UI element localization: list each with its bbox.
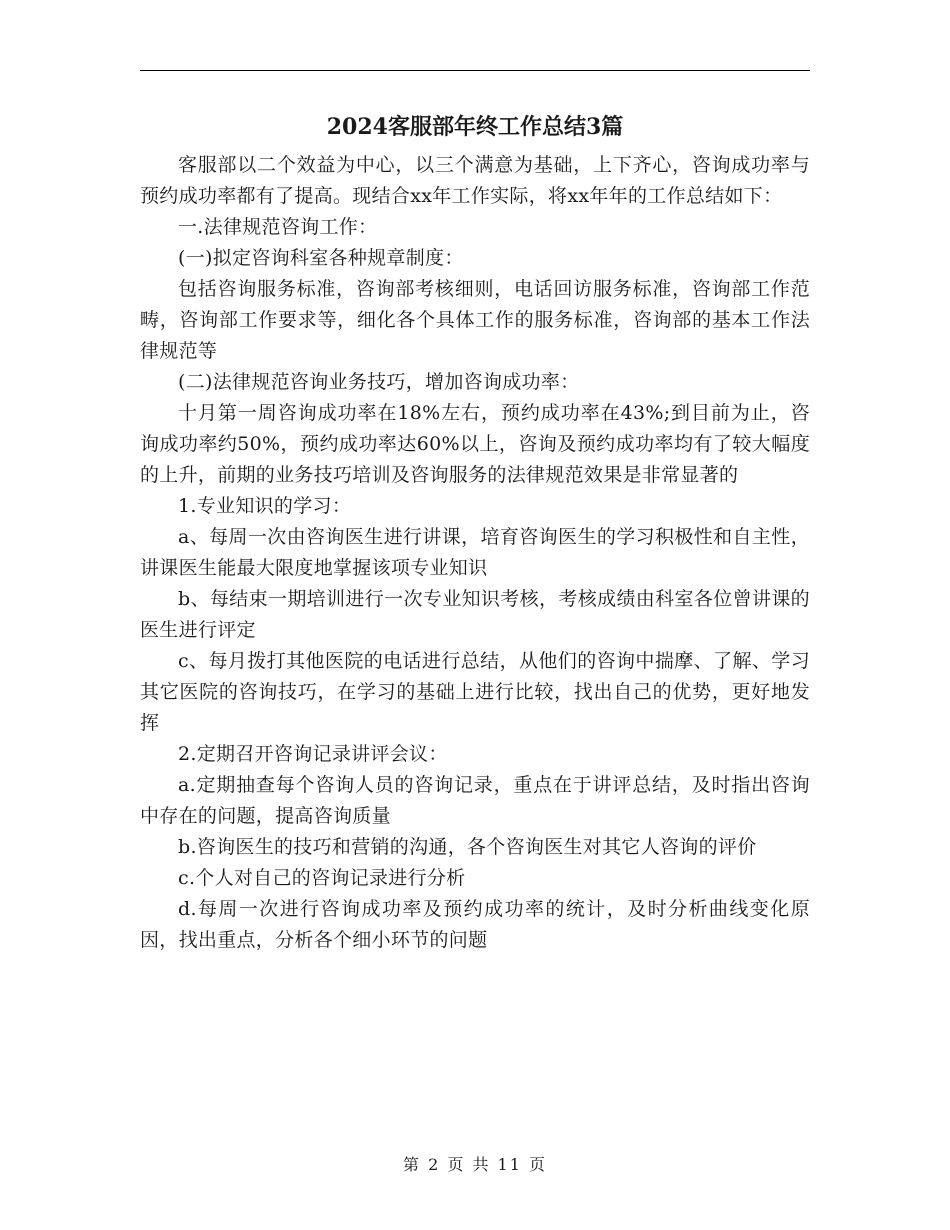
paragraph-intro: 客服部以二个效益为中心，以三个满意为基础，上下齐心，咨询成功率与预约成功率都有了提高。现结合xx年工作实际，将xx年年的工作总结如下： <box>140 154 810 207</box>
document-body <box>140 150 810 956</box>
subsection-heading-2: (二)法律规范咨询业务技巧，增加咨询成功率： <box>178 371 580 393</box>
item-heading-1: 1.专业知识的学习： <box>178 495 352 517</box>
subsection-heading-1: (一)拟定咨询科室各种规章制度： <box>178 247 464 269</box>
paragraph: 十月第一周咨询成功率在18%左右，预约成功率在43%;到目前为止，咨询成功率约50%，预约成功率达60%以上，咨询及预约成功率均有了较大幅度的上升，前期的业务技巧培训及咨询服务的法律规范效果是非常显著的 <box>140 402 810 486</box>
item-heading-2: 2.定期召开咨询记录讲评会议： <box>178 743 448 765</box>
paragraph: 包括咨询服务标准，咨询部考核细则，电话回访服务标准，咨询部工作范畴，咨询部工作要求等，细化各个具体工作的服务标准，咨询部的基本工作法律规范等 <box>140 278 810 362</box>
list-item: d.每周一次进行咨询成功率及预约成功率的统计，及时分析曲线变化原因，找出重点，分析各个细小环节的问题 <box>140 898 810 951</box>
list-item: a.定期抽查每个咨询人员的咨询记录，重点在于讲评总结，及时指出咨询中存在的问题，提高咨询质量 <box>140 774 810 827</box>
header-rule <box>140 70 810 71</box>
list-item: b、每结束一期培训进行一次专业知识考核，考核成绩由科室各位曾讲课的医生进行评定 <box>140 588 810 641</box>
list-item: c.个人对自己的咨询记录进行分析 <box>178 867 466 889</box>
list-item: a、每周一次由咨询医生进行讲课，培育咨询医生的学习积极性和自主性，讲课医生能最大限度地掌握该项专业知识 <box>140 526 810 579</box>
list-item: b.咨询医生的技巧和营销的沟通，各个咨询医生对其它人咨询的评价 <box>178 836 757 858</box>
section-heading-1: 一.法律规范咨询工作： <box>178 216 378 238</box>
page-number: 第 2 页 共 11 页 <box>403 1155 547 1174</box>
document-title: 2024客服部年终工作总结3篇 <box>326 114 624 140</box>
list-item: c、每月拨打其他医院的电话进行总结，从他们的咨询中揣摩、了解、学习其它医院的咨询技巧，在学习的基础上进行比较，找出自己的优势，更好地发挥 <box>140 650 810 734</box>
